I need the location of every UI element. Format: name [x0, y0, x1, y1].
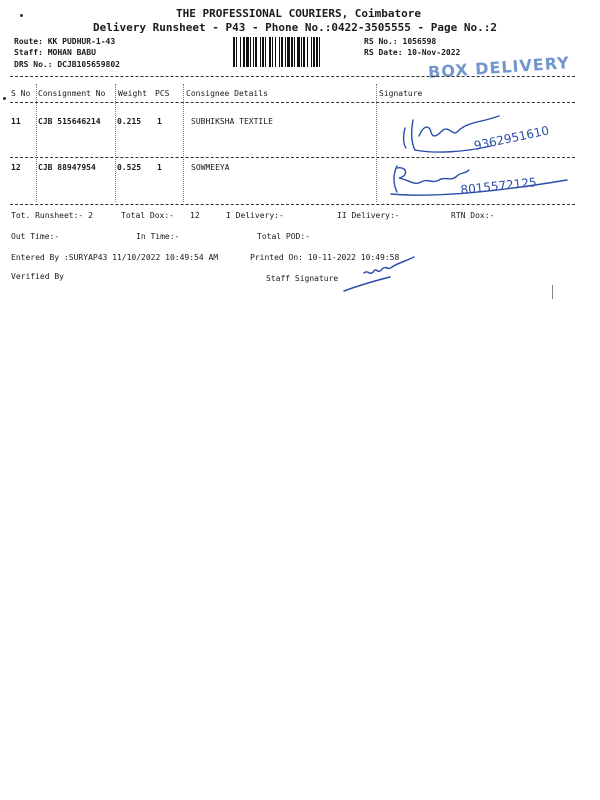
column-separator [376, 84, 377, 202]
entered-by: Entered By :SURYAP43 11/10/2022 10:49:54 AM [11, 253, 219, 262]
row-weight: 0.215 [117, 117, 142, 126]
staff-signature-label: Staff Signature [266, 274, 339, 283]
signature-phone-1: 9362951610 [472, 123, 551, 153]
document-title: THE PROFESSIONAL COURIERS, Coimbatore [176, 7, 422, 20]
table-header-rule [10, 102, 575, 103]
table-top-rule [10, 76, 575, 77]
margin-mark [3, 97, 6, 100]
column-header-pcs: PCS [155, 89, 170, 98]
staff-field: Staff: MOHAN BABU [14, 48, 96, 57]
row-consignment-no: CJB 88947954 [38, 163, 96, 172]
row-consignee: SOWMEEYA [191, 163, 230, 172]
margin-mark [552, 285, 553, 299]
i-delivery: I Delivery:- [226, 211, 284, 220]
row-consignee: SUBHIKSHA TEXTILE [191, 117, 273, 126]
total-dox-label: Total Dox:- [121, 211, 174, 220]
row-weight: 0.525 [117, 163, 142, 172]
route-field: Route: KK PUDHUR-1-43 [14, 37, 116, 46]
verified-by: Verified By [11, 272, 64, 281]
column-header-consignee: Consignee Details [186, 89, 268, 98]
box-delivery-stamp: BOX DELIVERY [427, 53, 571, 82]
row-pcs: 1 [157, 117, 162, 126]
column-header-signature: Signature [379, 89, 423, 98]
rs-date: RS Date: 10-Nov-2022 [364, 48, 461, 57]
column-header-weight: Weight [118, 89, 147, 98]
runsheet-subtitle: Delivery Runsheet - P43 - Phone No.:0422-3505555 - Page No.:2 [93, 21, 497, 34]
total-dox-value: 12 [190, 211, 200, 220]
column-separator [36, 84, 37, 202]
column-header-sno: S No [11, 89, 31, 98]
drs-number: DRS No.: DCJB105659802 [14, 60, 120, 69]
row-pcs: 1 [157, 163, 162, 172]
margin-mark [20, 14, 23, 17]
out-time: Out Time:- [11, 232, 60, 241]
column-separator [115, 84, 116, 202]
signature-phone-2: 8015572125 [459, 175, 538, 197]
barcode-image [232, 37, 357, 67]
rtn-dox: RTN Dox:- [451, 211, 495, 220]
total-pod: Total POD:- [257, 232, 310, 241]
ii-delivery: II Delivery:- [337, 211, 400, 220]
column-separator [183, 84, 184, 202]
column-header-consignment: Consignment No [38, 89, 106, 98]
row-sno: 11 [11, 117, 21, 126]
row-sno: 12 [11, 163, 21, 172]
tot-runsheet: Tot. Runsheet:- 2 [11, 211, 93, 220]
rs-number: RS No.: 1056598 [364, 37, 437, 46]
in-time: In Time:- [136, 232, 180, 241]
row-consignment-no: CJB 515646214 [38, 117, 101, 126]
printed-on: Printed On: 10-11-2022 10:49:58 [250, 253, 400, 262]
